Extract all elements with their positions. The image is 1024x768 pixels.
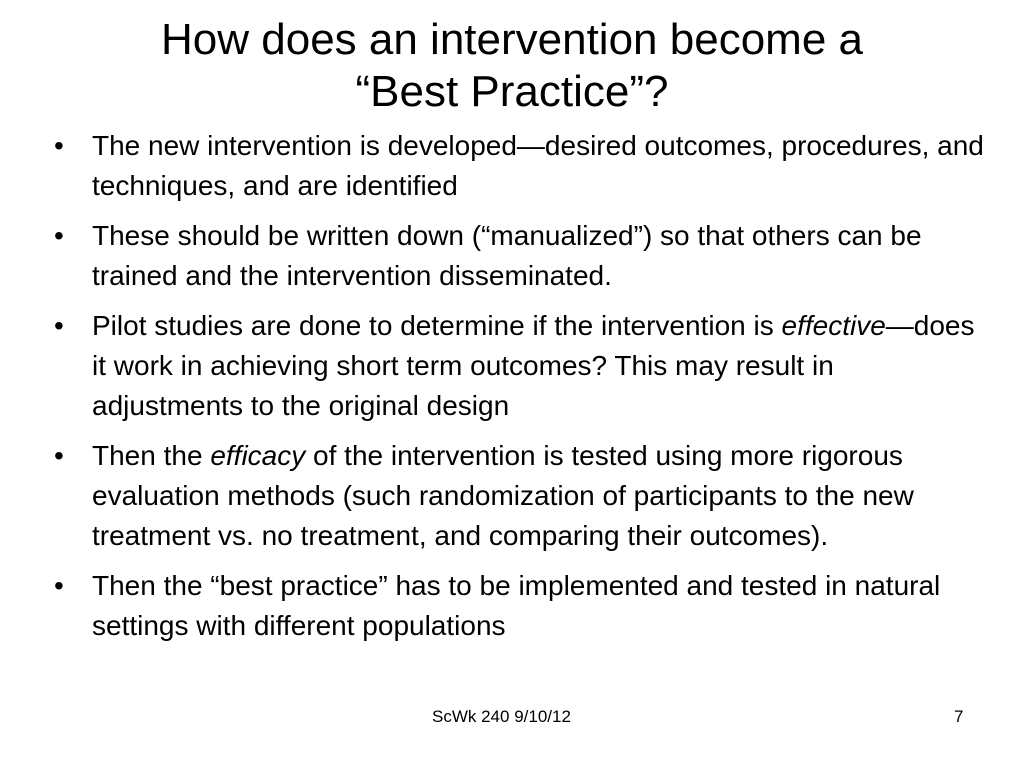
bullet-text-after: —does it work in achieving short term outcomes? This may result in adjustments to the original design	[92, 310, 975, 421]
slide-title-line-2: “Best Practice”?	[355, 67, 669, 116]
bullet-item-5	[48, 566, 988, 646]
bullet-item-4	[48, 436, 988, 556]
bullet-emphasis-effective: effective	[781, 310, 886, 341]
page-number: 7	[954, 707, 964, 726]
footer-text: ScWk 240 9/10/12	[432, 707, 571, 726]
slide-title-line-1: How does an intervention become a	[161, 15, 863, 64]
bullet-icon: •	[54, 440, 64, 471]
bullet-icon: •	[54, 220, 64, 251]
slide-title	[40, 14, 984, 118]
bullet-item-2	[48, 216, 988, 296]
bullet-text-before: Pilot studies are done to determine if the intervention is	[92, 310, 782, 341]
bullet-text: Then the “best practice” has to be implemented and tested in natural settings with different populations	[92, 570, 941, 641]
bullet-emphasis-efficacy: efficacy	[210, 440, 306, 471]
bullet-text: The new intervention is developed—desired outcomes, procedures, and techniques, and are identified	[92, 130, 984, 201]
bullet-item-1	[48, 126, 988, 206]
bullet-text-after: of the intervention is tested using more rigorous evaluation methods (such randomization of participants to the new treatment vs. no treatment, and comparing their outcomes).	[92, 440, 914, 551]
bullet-icon: •	[54, 310, 64, 341]
bullet-text-before: Then the	[92, 440, 211, 471]
bullet-list	[48, 126, 988, 656]
bullet-icon: •	[54, 570, 64, 601]
bullet-item-3	[48, 306, 988, 426]
bullet-icon: •	[54, 130, 64, 161]
bullet-text: These should be written down (“manualized”) so that others can be trained and the intervention disseminated.	[92, 220, 922, 291]
